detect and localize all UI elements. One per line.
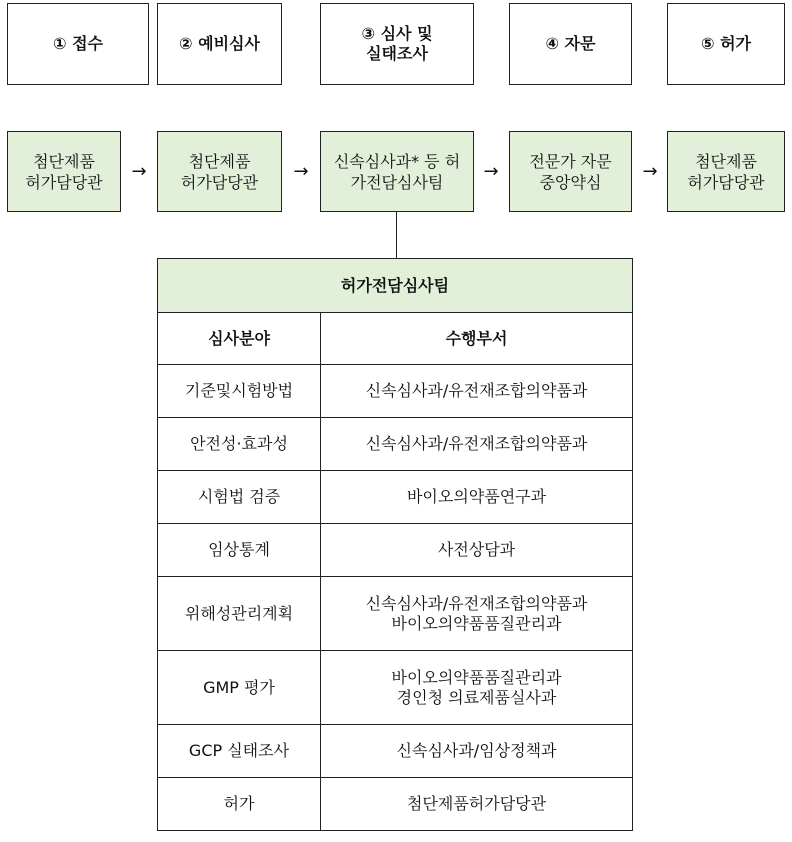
- review-area-cell: 임상통계: [158, 524, 321, 577]
- department-cell: [321, 778, 633, 831]
- stage-2-preliminary-review: [157, 3, 282, 85]
- stage-label-line-1: ③ 심사 및: [361, 24, 433, 43]
- table-title-row: [158, 259, 633, 313]
- connector-line: [396, 212, 397, 259]
- department-line: 신속심사과/유전재조합의약품과: [365, 381, 588, 400]
- actor-box-1: [7, 131, 121, 212]
- table-row: [158, 471, 633, 524]
- actor-line-2: 허가담당관: [25, 172, 103, 192]
- department-line: 바이오의약품품질관리과: [391, 613, 562, 633]
- arrow-right-icon: →: [642, 161, 658, 182]
- header-review-area: 심사분야: [158, 313, 321, 365]
- actor-box-3: [320, 131, 474, 212]
- stage-5-approval: [667, 3, 785, 85]
- review-area-cell: GCP 실태조사: [158, 725, 321, 778]
- department-line: 신속심사과/유전재조합의약품과: [365, 593, 588, 613]
- actor-line-2: 가전담심사팀: [350, 172, 444, 192]
- actor-line-2: 허가담당관: [687, 172, 765, 192]
- department-cell: [321, 365, 633, 418]
- department-cell: [321, 418, 633, 471]
- table-title: 허가전담심사팀: [158, 259, 633, 313]
- review-area-cell: 기준및시험방법: [158, 365, 321, 418]
- actor-line-2: 허가담당관: [180, 172, 259, 192]
- review-area-cell: 시험법 검증: [158, 471, 321, 524]
- stage-label: ② 예비심사: [179, 34, 260, 53]
- actor-line-1: 전문가 자문: [529, 151, 612, 171]
- department-cell: [321, 577, 633, 651]
- actor-box-4: [509, 131, 632, 212]
- review-area-cell: 위해성관리계획: [158, 577, 321, 651]
- arrow-right-icon: →: [483, 161, 499, 182]
- stage-4-advisory: [509, 3, 632, 85]
- review-area-cell: GMP 평가: [158, 651, 321, 725]
- table-row: [158, 524, 633, 577]
- review-area-cell: 허가: [158, 778, 321, 831]
- department-line: 사전상담과: [437, 540, 516, 559]
- table-header-row: [158, 313, 633, 365]
- actor-box-5: [667, 131, 785, 212]
- actor-box-2: [157, 131, 282, 212]
- department-cell: [321, 651, 633, 725]
- stage-3-review-inspection: [320, 3, 474, 85]
- department-line: 바이오의약품연구과: [406, 487, 547, 506]
- table-row: [158, 778, 633, 831]
- table-row: [158, 577, 633, 651]
- stage-1-receipt: [7, 3, 149, 85]
- review-area-cell: 안전성·효과성: [158, 418, 321, 471]
- review-team-table: [157, 258, 633, 831]
- table-row: [158, 418, 633, 471]
- actor-line-1: 신속심사과* 등 허: [333, 151, 461, 171]
- department-cell: [321, 524, 633, 577]
- actor-line-1: 첨단제품: [695, 151, 757, 171]
- stage-label: ④ 자문: [545, 34, 596, 53]
- arrow-right-icon: →: [131, 161, 147, 182]
- stage-label: ⑤ 허가: [700, 34, 752, 53]
- department-line: 경인청 의료제품실사과: [396, 687, 557, 707]
- department-line: 바이오의약품품질관리과: [391, 667, 562, 687]
- table-row: [158, 365, 633, 418]
- department-line: 첨단제품허가담당관: [406, 794, 547, 813]
- department-cell: [321, 725, 633, 778]
- department-line: 신속심사과/유전재조합의약품과: [365, 434, 588, 453]
- department-cell: [321, 471, 633, 524]
- department-line: 신속심사과/임상정책과: [396, 741, 557, 760]
- actor-line-1: 첨단제품: [33, 151, 95, 171]
- table-row: [158, 725, 633, 778]
- actor-line-2: 중앙약심: [539, 172, 602, 192]
- header-department: 수행부서: [321, 313, 633, 365]
- table-row: [158, 651, 633, 725]
- stage-label: ① 접수: [52, 34, 104, 53]
- actor-line-1: 첨단제품: [188, 151, 251, 171]
- arrow-right-icon: →: [293, 161, 309, 182]
- stage-label-line-2: 실태조사: [366, 44, 428, 63]
